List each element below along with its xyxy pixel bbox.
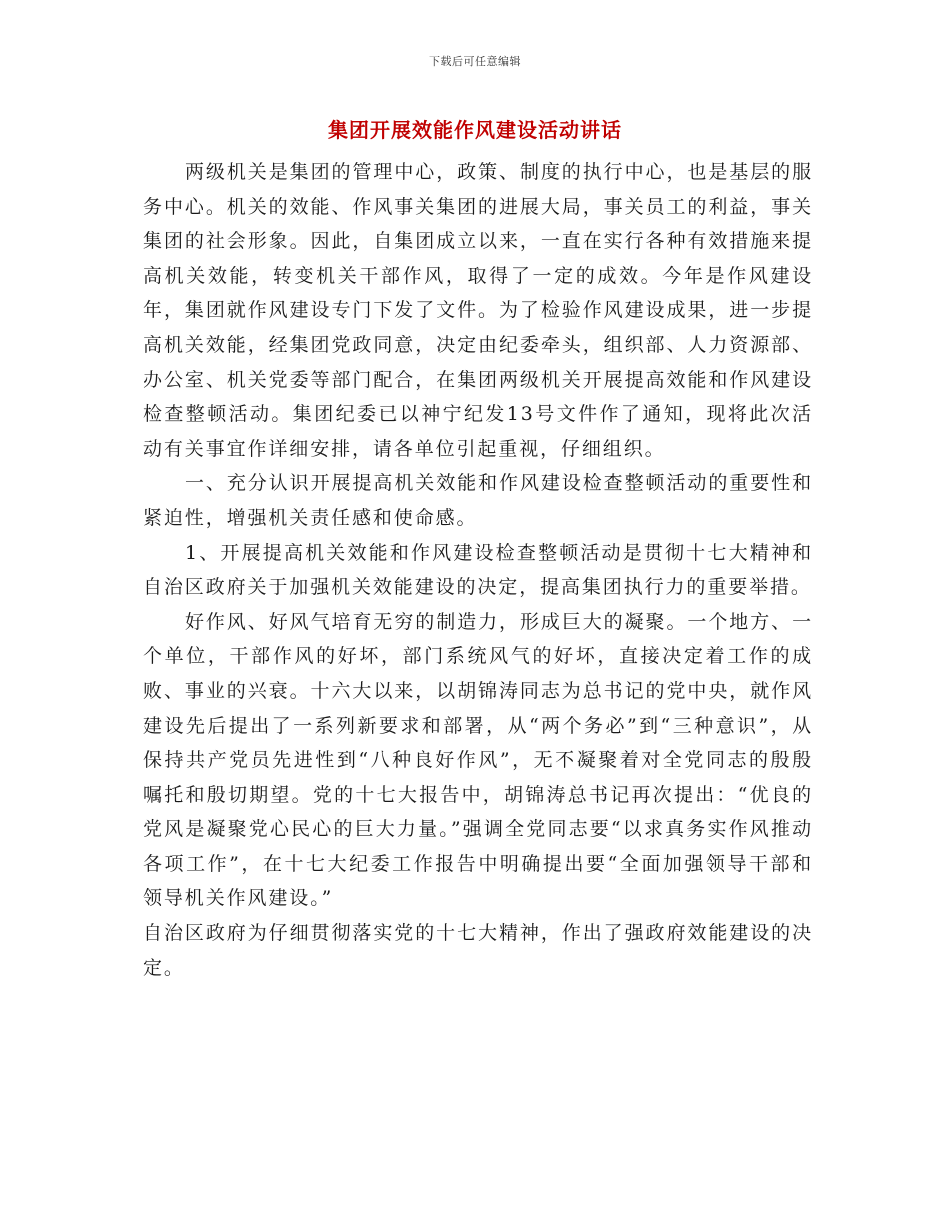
paragraph-region-government: 自治区政府为仔细贯彻落实党的十七大精神，作出了强政府效能建设的决定。 [143, 922, 813, 979]
paragraph-section-heading: 一、充分认识开展提高机关效能和作风建设检查整顿活动的重要性和紧迫性，增强机关责任感和使命感。 [143, 472, 813, 529]
document-body [143, 155, 813, 985]
document-title: 集团开展效能作风建设活动讲话 [328, 118, 622, 142]
header-note: 下载后可任意编辑 [429, 55, 521, 68]
paragraph-item-1: 1、开展提高机关效能和作风建设检查整顿活动是贯彻十七大精神和自治区政府关于加强机关效能建设的决定，提高集团执行力的重要举措。 [143, 541, 813, 599]
paragraph-intro: 两级机关是集团的管理中心，政策、制度的执行中心，也是基层的服务中心。机关的效能、作风事关集团的进展大局，事关员工的利益，事关集团的社会形象。因此，自集团成立以来，一直在实行各种有效措施来提高机关效能，转变机关干部作风，取得了一定的成效。今年是作风建设年，集团就作风建设专门下发了文件。为了检验作风建设成果，进一步提高机关效能，经集团党政同意，决定由纪委牵头，组织部、人力资源部、办公室、机关党委等部门配合，在集团两级机关开展提高效能和作风建设检查整顿活动。集团纪委已以神宁纪发13号文件作了通知，现将此次活动有关事宜作详细安排，请各单位引起重视，仔细组织。 [143, 161, 813, 460]
paragraph-work-style: 好作风、好风气培育无穷的制造力，形成巨大的凝聚。一个地方、一个单位，干部作风的好坏，部门系统风气的好坏，直接决定着工作的成败、事业的兴衰。十六大以来，以胡锦涛同志为总书记的党中央，就作风建设先后提出了一系列新要求和部署，从“两个务必”到“三种意识”，从保持共产党员先进性到“八种良好作风”，无不凝聚着对全党同志的殷殷嘱托和殷切期望。党的十七大报告中，胡锦涛总书记再次提出：“优良的党风是凝聚党心民心的巨大力量。”强调全党同志要“以求真务实作风推动各项工作”，在十七大纪委工作报告中明确提出要“全面加强领导干部和领导机关作风建设。” [143, 610, 813, 910]
